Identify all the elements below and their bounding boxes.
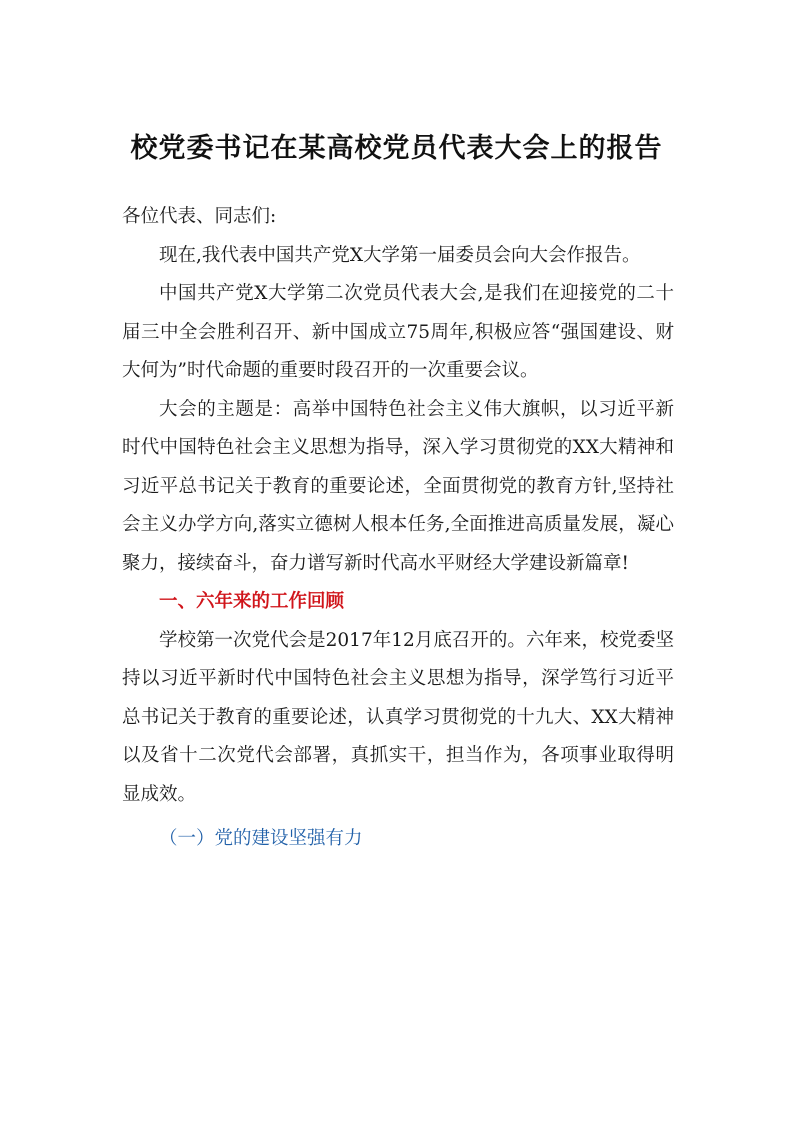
paragraph-opening: 现在,我代表中国共产党X大学第一届委员会向大会作报告。 [159,244,641,266]
section-heading: 一、六年来的工作回顾 [159,591,345,612]
paragraph-work-review: 学校第一次党代会是2017年12月底召开的。六年来，校党委坚持以习近平新时代中国特色社会主义思想为指导，深学笃行习近平总书记关于教育的重要论述，认真学习贯彻党的十九大、XX大精神以及省十二次党代会部署，真抓实干，担当作为，各项事业取得明显成效。 [122,629,674,805]
document-body [122,198,674,859]
paragraph-congress-theme: 大会的主题是：高举中国特色社会主义伟大旗帜，以习近平新时代中国特色社会主义思想为指导，深入学习贯彻党的XX大精神和习近平总书记关于教育的重要论述，全面贯彻党的教育方针,坚持社会主义办学方向,落实立德树人根本任务,全面推进高质量发展，凝心聚力，接续奋斗，奋力谱写新时代高水平财经大学建设新篇章! [122,398,674,574]
document-title: 校党委书记在某高校党员代表大会上的报告 [130,133,663,164]
paragraph-congress-context: 中国共产党X大学第二次党员代表大会,是我们在迎接党的二十届三中全会胜利召开、新中国成立75周年,积极应答“强国建设、财大何为”时代命题的重要时段召开的一次重要会议。 [122,283,674,381]
greeting: 各位代表、同志们: [122,206,277,227]
subsection-heading: （一）党的建设坚强有力 [159,828,363,849]
